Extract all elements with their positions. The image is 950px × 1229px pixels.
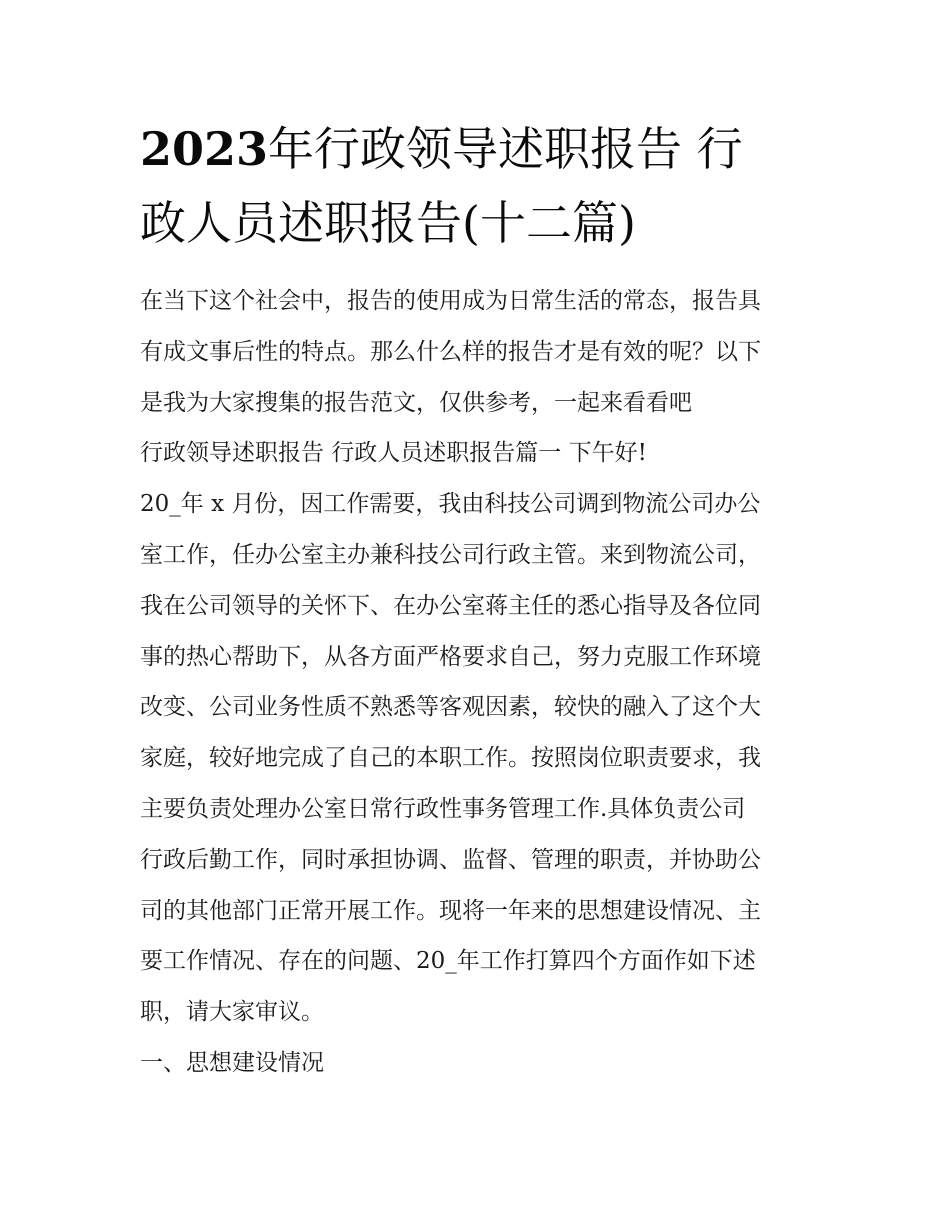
- paragraph-line: 主要负责处理办公室日常行政性事务管理工作.具体负责公司: [140, 795, 746, 822]
- paragraph-line: 职，请大家审议。: [140, 999, 324, 1026]
- document-body: [140, 276, 830, 1089]
- paragraph-line: 行政后勤工作，同时承担协调、监督、管理的职责，并协助公: [140, 846, 761, 873]
- section-heading-line: 行政领导述职报告 行政人员述职报告篇一 下午好!: [140, 440, 647, 467]
- paragraph-line: 司的其他部门正常开展工作。现将一年来的思想建设情况、主: [140, 897, 761, 924]
- paragraph-line: 事的热心帮助下，从各方面严格要求自己，努力克服工作环境: [140, 643, 761, 670]
- title-line-1: 年行政领导述职报告 行: [268, 122, 743, 176]
- title-line-2: 政人员述职报告(十二篇): [140, 196, 636, 250]
- paragraph-line: 我在公司领导的关怀下、在办公室蒋主任的悉心指导及各位同: [140, 592, 761, 619]
- paragraph-line: 20_年 x 月份，因工作需要，我由科技公司调到物流公司办公: [140, 491, 761, 518]
- title-year: 2023: [140, 122, 269, 176]
- document-title: [140, 112, 820, 260]
- paragraph-line: 是我为大家搜集的报告范文，仅供参考，一起来看看吧: [140, 389, 692, 416]
- paragraph-line: 家庭，较好地完成了自己的本职工作。按照岗位职责要求，我: [140, 745, 761, 772]
- paragraph-line: 改变、公司业务性质不熟悉等客观因素，较快的融入了这个大: [140, 694, 761, 721]
- paragraph-line: 要工作情况、存在的问题、20_年工作打算四个方面作如下述: [140, 948, 756, 975]
- paragraph-line: 在当下这个社会中，报告的使用成为日常生活的常态，报告具: [140, 288, 761, 314]
- section-heading: 一、思想建设情况: [140, 1049, 324, 1076]
- paragraph-line: 有成文事后性的特点。那么什么样的报告才是有效的呢？以下: [140, 338, 761, 365]
- paragraph-line: 室工作，任办公室主办兼科技公司行政主管。来到物流公司，: [140, 541, 761, 568]
